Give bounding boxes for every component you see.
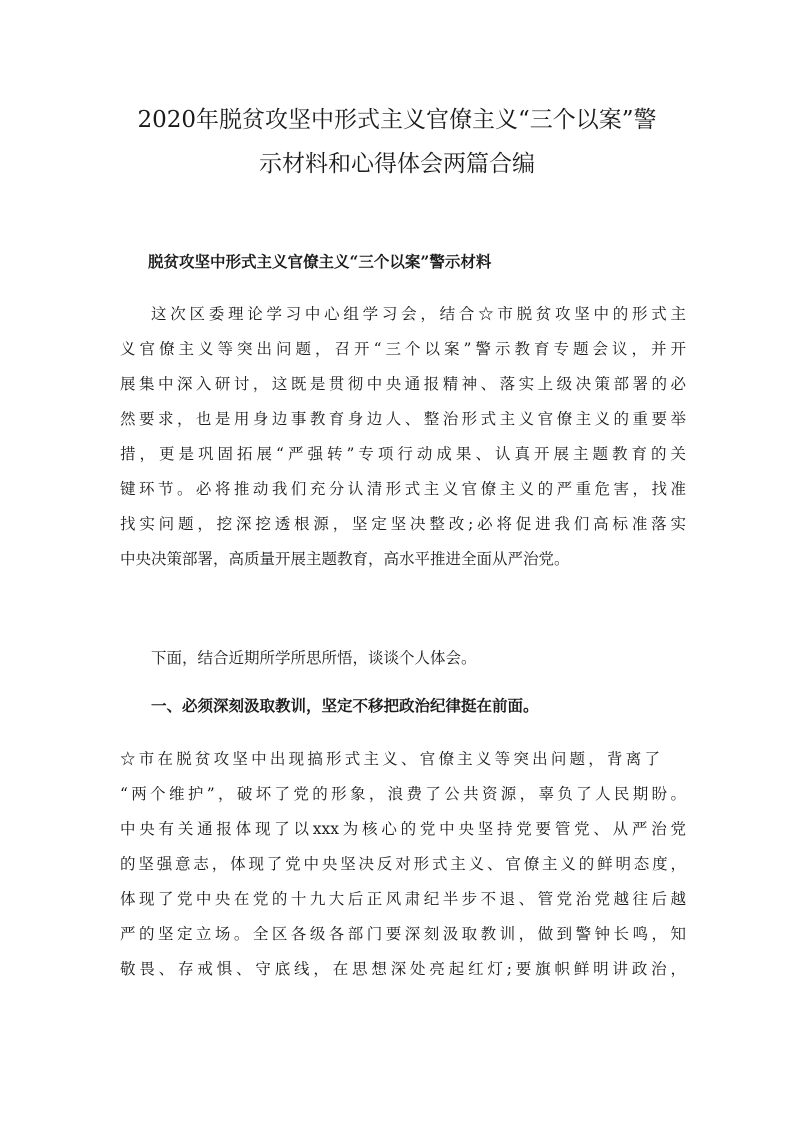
intro-line: 义官僚主义等突出问题，召开“三个以案”警示教育专题会议，并开 xyxy=(120,340,686,358)
intro-line: 这次区委理论学习中心组学习会，结合☆市脱贫攻坚中的形式主 xyxy=(151,305,686,323)
section-line: 中央有关通报体现了以xxx为核心的党中央坚持党要管党、从严治党 xyxy=(120,820,686,838)
intro-line: 措，更是巩固拓展“严强转”专项行动成果、认真开展主题教育的关 xyxy=(120,445,686,463)
section-line: ☆市在脱贫攻坚中出现搞形式主义、官僚主义等突出问题，背离了 xyxy=(120,750,660,768)
material-subheading: 脱贫攻坚中形式主义官僚主义“三个以案”警示材料 xyxy=(148,252,492,271)
transition-line: 下面，结合近期所学所思所悟，谈谈个人体会。 xyxy=(151,649,477,667)
intro-line: 然要求，也是用身边事教育身边人、整治形式主义官僚主义的重要举 xyxy=(120,410,686,428)
title-line-1: 2020年脱贫攻坚中形式主义官僚主义“三个以案”警 xyxy=(137,107,657,133)
section-line: 敬畏、存戒惧、守底线，在思想深处亮起红灯;要旗帜鲜明讲政治， xyxy=(120,960,686,978)
section-paragraph xyxy=(120,742,686,987)
section-heading-block xyxy=(120,688,686,723)
intro-line: 中央决策部署，高质量开展主题教育，高水平推进全面从严治党。 xyxy=(120,550,570,568)
intro-line: 键环节。必将推动我们充分认清形式主义官僚主义的严重危害，找准 xyxy=(120,480,686,498)
section-line: 的坚强意志，体现了党中央坚决反对形式主义、官僚主义的鲜明态度， xyxy=(120,855,686,873)
intro-line: 展集中深入研讨，这既是贯彻中央通报精神、落实上级决策部署的必 xyxy=(120,375,686,393)
section-line: “两个维护”，破坏了党的形象，浪费了公共资源，辜负了人民期盼。 xyxy=(120,785,686,803)
section-line: 严的坚定立场。全区各级各部门要深刻汲取教训，做到警钟长鸣，知 xyxy=(120,925,686,943)
title-line-2: 示材料和心得体会两篇合编 xyxy=(259,151,535,177)
section-line: 体现了党中央在党的十九大后正风肃纪半步不退、管党治党越往后越 xyxy=(120,890,686,908)
transition-paragraph xyxy=(120,641,686,676)
intro-line: 找实问题，挖深挖透根源，坚定坚决整改;必将促进我们高标准落实 xyxy=(120,515,686,533)
intro-paragraph xyxy=(120,297,686,577)
document-title xyxy=(100,98,694,186)
section-heading: 一、必须深刻汲取教训，坚定不移把政治纪律挺在前面。 xyxy=(151,696,539,715)
